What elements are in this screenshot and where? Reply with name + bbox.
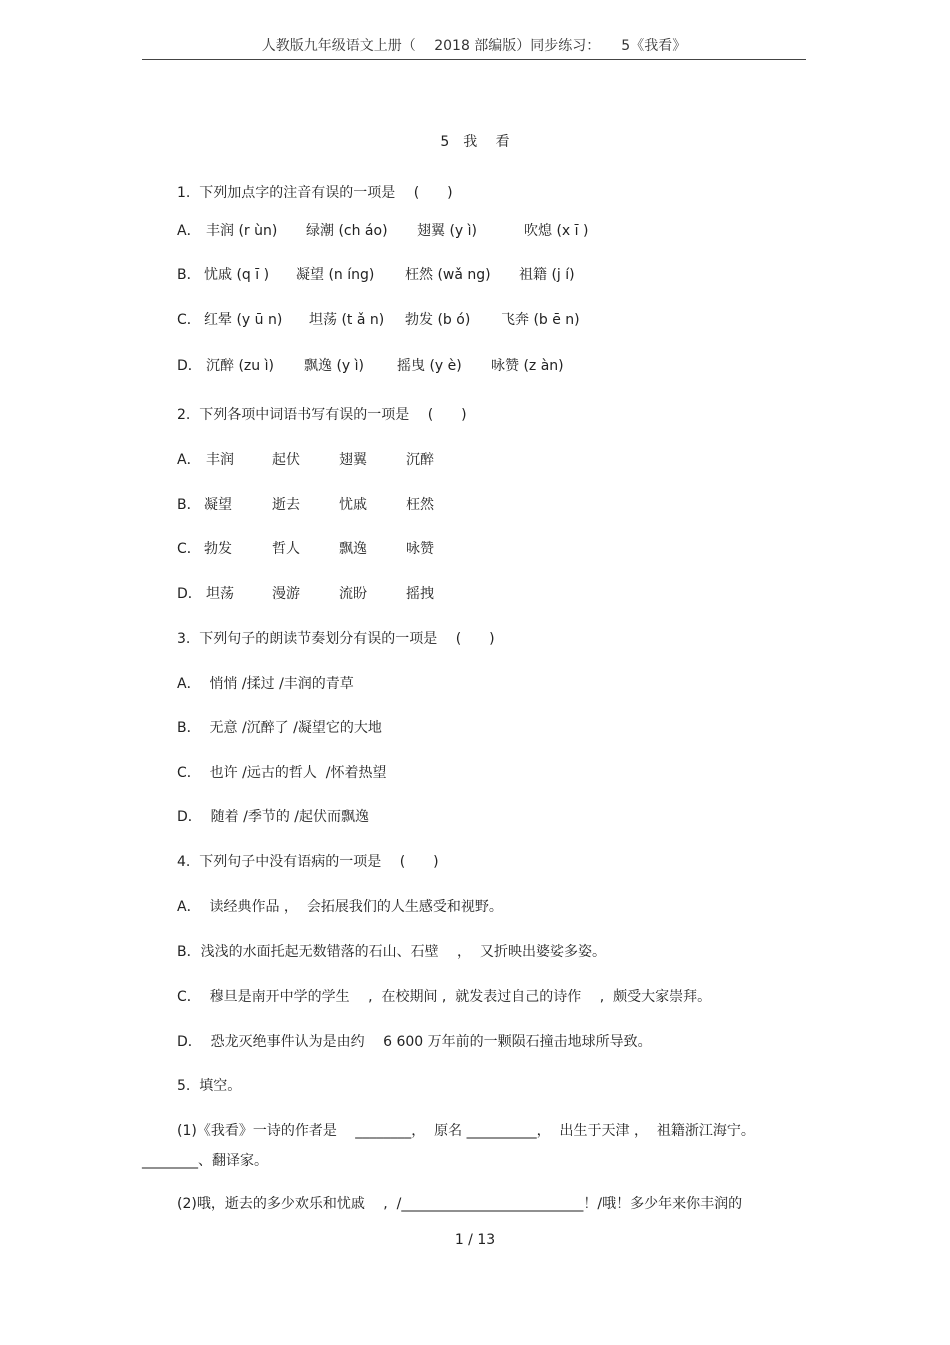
question-1-option-c (177, 311, 580, 329)
option-item: 勃发 (b ó) (405, 312, 471, 328)
question-4-option-c: C． 穆旦是南开中学的学生 , 在校期间 , 就发表过自己的诗作 , 颇受大家崇拜。 (177, 989, 712, 1005)
option-item: 咏赞 (z àn) (491, 358, 564, 374)
question-1-option-b (177, 266, 575, 284)
option-item: 绿潮 (ch áo) (306, 223, 388, 239)
option-item: 凝望 (n íng) (296, 267, 375, 283)
option-item: 翅翼 (339, 452, 367, 468)
option-label: A． (177, 452, 201, 468)
question-2-option-c (177, 540, 434, 558)
option-label: B． (177, 497, 201, 513)
page-number: 1 / 13 (454, 1232, 496, 1248)
question-1-option-d (177, 357, 564, 375)
option-label: D． (177, 358, 202, 374)
option-label: C． (177, 312, 201, 328)
option-item: 忧戚 (q ī ) (204, 267, 270, 283)
option-item: 飘逸 (y ì) (304, 358, 364, 374)
option-item: 翅翼 (y ì) (417, 223, 477, 239)
question-1-stem: 1. 下列加点字的注音有误的一项是 ( ) (177, 185, 453, 201)
option-item: 凝望 (204, 497, 232, 513)
option-item: 漫游 (272, 586, 300, 602)
option-item: 丰润 (206, 452, 234, 468)
question-5-part-1: (1)《我看》一诗的作者是 ________， 原名 __________， 出生于天津 ， 祖籍浙江海宁。 (177, 1123, 755, 1139)
option-item: 坦荡 (206, 586, 234, 602)
option-item: 丰润 (r ùn) (206, 223, 278, 239)
question-4-option-a: A． 读经典作品 ， 会拓展我们的人生感受和视野。 (177, 899, 503, 915)
question-2-option-a (177, 451, 434, 469)
option-item: 吹熄 (x ī ) (524, 223, 589, 239)
question-4-option-b: B．浅浅的水面托起无数错落的石山、石壁 ， 又折映出婆娑多姿。 (177, 944, 606, 960)
question-3-option-a: A． 悄悄 /揉过 /丰润的青草 (177, 676, 354, 692)
question-1-option-a (177, 222, 588, 240)
option-item: 飘逸 (339, 541, 367, 557)
option-item: 哲人 (272, 541, 300, 557)
option-item: 摇拽 (406, 586, 434, 602)
option-item: 流盼 (339, 586, 367, 602)
option-item: 勃发 (204, 541, 232, 557)
option-label: B． (177, 267, 201, 283)
option-item: 枉然 (wǎ ng) (405, 267, 491, 283)
option-item: 飞奔 (b ē n) (501, 312, 580, 328)
question-3-option-b: B． 无意 /沉醉了 /凝望它的大地 (177, 720, 382, 736)
option-item: 咏赞 (406, 541, 434, 557)
question-4-option-d: D． 恐龙灭绝事件认为是由约 6 600 万年前的一颗陨石撞击地球所导致。 (177, 1034, 652, 1050)
option-item: 摇曳 (y è) (397, 358, 462, 374)
option-label: D． (177, 586, 202, 602)
option-item: 祖籍 (j í) (519, 267, 575, 283)
question-5-part-1-continued: ________、翻译家。 (142, 1153, 268, 1169)
option-item: 枉然 (406, 497, 434, 513)
question-2-option-b (177, 496, 434, 514)
document-title: 5 我 看 (440, 134, 510, 150)
page-header: 人教版九年级语文上册（ 2018 部编版）同步练习： 5《我看》 (261, 38, 687, 54)
option-item: 起伏 (272, 452, 300, 468)
question-4-stem: 4. 下列句子中没有语病的一项是 ( ) (177, 854, 439, 870)
question-3-stem: 3. 下列句子的朗读节奏划分有误的一项是 ( ) (177, 631, 495, 647)
option-item: 沉醉 (406, 452, 434, 468)
question-2-stem: 2. 下列各项中词语书写有误的一项是 ( ) (177, 407, 467, 423)
option-item: 忧戚 (339, 497, 367, 513)
option-item: 坦荡 (t ǎ n) (309, 312, 385, 328)
option-label: A． (177, 223, 201, 239)
question-5-stem: 5. 填空。 (177, 1078, 242, 1094)
question-5-part-2: (2)哦，逝去的多少欢乐和忧戚 , /__________________________！/哦！多少年来你丰润的 (177, 1196, 743, 1212)
question-2-option-d (177, 585, 434, 603)
option-item: 逝去 (272, 497, 300, 513)
option-item: 红晕 (y ū n) (204, 312, 283, 328)
question-3-option-c: C． 也许 /远古的哲人 /怀着热望 (177, 765, 387, 781)
question-3-option-d: D． 随着 /季节的 /起伏而飘逸 (177, 809, 370, 825)
option-item: 沉醉 (zu ì) (206, 358, 274, 374)
option-label: C． (177, 541, 201, 557)
header-divider (142, 59, 806, 60)
